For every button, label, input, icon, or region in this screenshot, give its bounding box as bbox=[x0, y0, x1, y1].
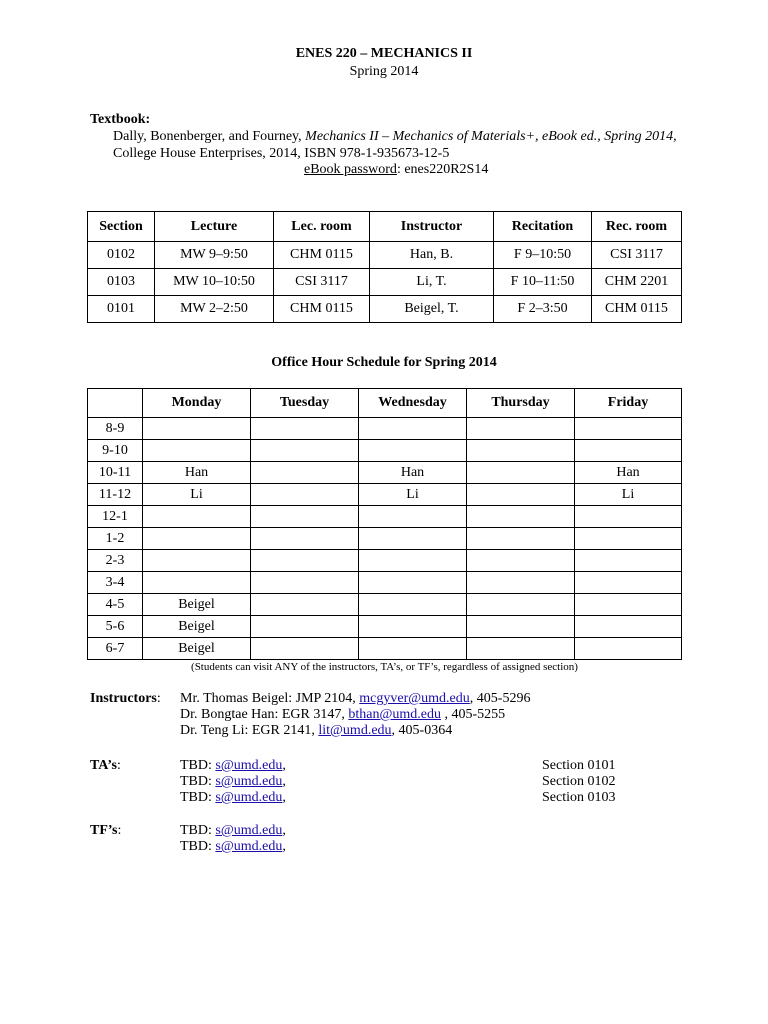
cell-wednesday bbox=[359, 506, 467, 528]
cell-monday bbox=[143, 550, 251, 572]
cell-tuesday bbox=[251, 616, 359, 638]
cell-lec-room: CHM 0115 bbox=[274, 296, 370, 323]
cell-wednesday: Li bbox=[359, 484, 467, 506]
cell-thursday bbox=[467, 550, 575, 572]
table-row bbox=[88, 550, 682, 572]
cell-lec-room: CSI 3117 bbox=[274, 269, 370, 296]
cell-section: 0102 bbox=[88, 242, 155, 269]
col-header-monday: Monday bbox=[143, 389, 251, 418]
table-row bbox=[88, 269, 682, 296]
col-header-wednesday: Wednesday bbox=[359, 389, 467, 418]
sections-table bbox=[87, 211, 682, 323]
textbook-title: Mechanics II – Mechanics of Materials+, eBook ed., Spring 2014 bbox=[305, 129, 674, 144]
instructors-list bbox=[180, 691, 530, 739]
tas-colon: : bbox=[116, 758, 121, 773]
tf-comma: , bbox=[282, 823, 286, 838]
cell-time: 11-12 bbox=[88, 484, 143, 506]
cell-wednesday bbox=[359, 638, 467, 660]
instructor-phone: , 405-0364 bbox=[391, 723, 453, 738]
cell-time: 9-10 bbox=[88, 440, 143, 462]
instructor-email-link[interactable]: bthan@umd.edu bbox=[348, 707, 441, 722]
table-row bbox=[88, 418, 682, 440]
instructors-colon: : bbox=[156, 691, 161, 706]
cell-monday bbox=[143, 506, 251, 528]
cell-friday: Han bbox=[575, 462, 682, 484]
ta-comma: , bbox=[282, 758, 286, 773]
table-row bbox=[88, 462, 682, 484]
tf-email-link[interactable]: s@umd.edu bbox=[215, 839, 283, 854]
cell-monday: Beigel bbox=[143, 594, 251, 616]
cell-monday bbox=[143, 572, 251, 594]
col-header-rec-room: Rec. room bbox=[592, 212, 682, 242]
instructor-info: Mr. Thomas Beigel: JMP 2104, bbox=[180, 691, 360, 706]
cell-rec-room: CSI 3117 bbox=[592, 242, 682, 269]
cell-wednesday bbox=[359, 418, 467, 440]
oh-header-row bbox=[88, 389, 682, 418]
table-row bbox=[88, 440, 682, 462]
course-title: ENES 220 – MECHANICS II bbox=[295, 46, 473, 61]
instructor-info: Dr. Teng Li: EGR 2141, bbox=[180, 723, 319, 738]
tf-email-link[interactable]: s@umd.edu bbox=[215, 823, 283, 838]
cell-rec-room: CHM 2201 bbox=[592, 269, 682, 296]
cell-friday: Li bbox=[575, 484, 682, 506]
cell-instructor: Beigel, T. bbox=[370, 296, 494, 323]
col-header-tuesday: Tuesday bbox=[251, 389, 359, 418]
cell-thursday bbox=[467, 528, 575, 550]
cell-time: 3-4 bbox=[88, 572, 143, 594]
tas-heading bbox=[90, 758, 121, 774]
list-item bbox=[180, 839, 286, 855]
cell-thursday bbox=[467, 418, 575, 440]
cell-time: 1-2 bbox=[88, 528, 143, 550]
office-hours-body bbox=[88, 418, 682, 660]
list-item bbox=[180, 707, 530, 723]
table-row bbox=[88, 242, 682, 269]
cell-tuesday bbox=[251, 594, 359, 616]
ta-name: TBD: bbox=[180, 790, 216, 805]
ta-name: TBD: bbox=[180, 774, 216, 789]
cell-lecture: MW 9–9:50 bbox=[155, 242, 274, 269]
list-item bbox=[180, 723, 530, 739]
cell-wednesday bbox=[359, 440, 467, 462]
cell-wednesday bbox=[359, 528, 467, 550]
cell-instructor: Li, T. bbox=[370, 269, 494, 296]
ta-section: Section 0102 bbox=[542, 774, 616, 789]
office-hours-title: Office Hour Schedule for Spring 2014 bbox=[271, 355, 497, 370]
cell-friday bbox=[575, 616, 682, 638]
cell-lecture: MW 10–10:50 bbox=[155, 269, 274, 296]
cell-wednesday bbox=[359, 572, 467, 594]
cell-tuesday bbox=[251, 484, 359, 506]
cell-wednesday: Han bbox=[359, 462, 467, 484]
table-row bbox=[88, 528, 682, 550]
cell-friday bbox=[575, 440, 682, 462]
instructor-phone: , 405-5255 bbox=[440, 707, 506, 722]
table-row bbox=[88, 616, 682, 638]
cell-thursday bbox=[467, 440, 575, 462]
ta-comma: , bbox=[282, 790, 286, 805]
cell-thursday bbox=[467, 484, 575, 506]
tf-comma: , bbox=[282, 839, 286, 854]
instructors-heading bbox=[90, 691, 161, 707]
ebook-password-value: : enes220R2S14 bbox=[396, 162, 489, 177]
col-header-instructor: Instructor bbox=[370, 212, 494, 242]
cell-thursday bbox=[467, 572, 575, 594]
cell-recitation: F 9–10:50 bbox=[494, 242, 592, 269]
cell-time: 10-11 bbox=[88, 462, 143, 484]
cell-friday bbox=[575, 528, 682, 550]
col-header-friday: Friday bbox=[575, 389, 682, 418]
instructors-label: Instructors bbox=[90, 691, 157, 706]
cell-thursday bbox=[467, 506, 575, 528]
cell-monday bbox=[143, 418, 251, 440]
ta-email-link[interactable]: s@umd.edu bbox=[215, 758, 283, 773]
list-item bbox=[180, 774, 286, 790]
col-header-time bbox=[88, 389, 143, 418]
instructor-phone: , 405-5296 bbox=[469, 691, 531, 706]
ta-sections bbox=[542, 758, 616, 806]
cell-monday: Beigel bbox=[143, 616, 251, 638]
ta-email-link[interactable]: s@umd.edu bbox=[215, 774, 283, 789]
tf-name: TBD: bbox=[180, 823, 216, 838]
instructor-info: Dr. Bongtae Han: EGR 3147, bbox=[180, 707, 349, 722]
list-item bbox=[180, 790, 286, 806]
ta-comma: , bbox=[282, 774, 286, 789]
cell-tuesday bbox=[251, 440, 359, 462]
tas-list bbox=[180, 758, 286, 806]
cell-lec-room: CHM 0115 bbox=[274, 242, 370, 269]
cell-monday bbox=[143, 440, 251, 462]
cell-tuesday bbox=[251, 418, 359, 440]
textbook-citation bbox=[113, 129, 677, 145]
cell-recitation: F 2–3:50 bbox=[494, 296, 592, 323]
table-row bbox=[88, 296, 682, 323]
tfs-label: TF’s bbox=[90, 823, 118, 838]
col-header-lecture: Lecture bbox=[155, 212, 274, 242]
textbook-title-comma: , bbox=[673, 129, 677, 144]
instructor-email-link[interactable]: lit@umd.edu bbox=[318, 723, 392, 738]
cell-thursday bbox=[467, 462, 575, 484]
tas-label: TA’s bbox=[90, 758, 117, 773]
ta-section: Section 0103 bbox=[542, 790, 616, 805]
cell-tuesday bbox=[251, 638, 359, 660]
col-header-thursday: Thursday bbox=[467, 389, 575, 418]
cell-time: 6-7 bbox=[88, 638, 143, 660]
ta-email-link[interactable]: s@umd.edu bbox=[215, 790, 283, 805]
table-row bbox=[88, 572, 682, 594]
office-hours-table bbox=[87, 388, 682, 660]
cell-lecture: MW 2–2:50 bbox=[155, 296, 274, 323]
cell-tuesday bbox=[251, 572, 359, 594]
cell-friday bbox=[575, 550, 682, 572]
table-row bbox=[88, 638, 682, 660]
table-row bbox=[88, 506, 682, 528]
cell-friday bbox=[575, 418, 682, 440]
cell-monday: Li bbox=[143, 484, 251, 506]
office-hours-note: (Students can visit ANY of the instructors, TA’s, or TF’s, regardless of assigned section) bbox=[191, 661, 578, 673]
list-item bbox=[180, 691, 530, 707]
cell-friday bbox=[575, 506, 682, 528]
cell-instructor: Han, B. bbox=[370, 242, 494, 269]
tfs-list bbox=[180, 823, 286, 855]
cell-wednesday bbox=[359, 594, 467, 616]
col-header-section: Section bbox=[88, 212, 155, 242]
ebook-password-label: eBook password bbox=[304, 162, 397, 177]
cell-thursday bbox=[467, 594, 575, 616]
col-header-recitation: Recitation bbox=[494, 212, 592, 242]
cell-friday bbox=[575, 638, 682, 660]
list-item bbox=[180, 758, 286, 774]
cell-monday: Han bbox=[143, 462, 251, 484]
tfs-colon: : bbox=[117, 823, 122, 838]
cell-friday bbox=[575, 572, 682, 594]
cell-recitation: F 10–11:50 bbox=[494, 269, 592, 296]
cell-thursday bbox=[467, 638, 575, 660]
table-row bbox=[88, 594, 682, 616]
cell-time: 5-6 bbox=[88, 616, 143, 638]
cell-thursday bbox=[467, 616, 575, 638]
cell-wednesday bbox=[359, 550, 467, 572]
cell-monday bbox=[143, 528, 251, 550]
instructor-email-link[interactable]: mcgyver@umd.edu bbox=[359, 691, 470, 706]
cell-tuesday bbox=[251, 506, 359, 528]
cell-time: 4-5 bbox=[88, 594, 143, 616]
cell-wednesday bbox=[359, 616, 467, 638]
ebook-password bbox=[304, 162, 488, 178]
cell-friday bbox=[575, 594, 682, 616]
textbook-label: Textbook: bbox=[90, 112, 151, 127]
cell-time: 12-1 bbox=[88, 506, 143, 528]
cell-tuesday bbox=[251, 528, 359, 550]
textbook-publisher: College House Enterprises, 2014, ISBN 978-1-935673-12-5 bbox=[113, 146, 450, 161]
cell-time: 2-3 bbox=[88, 550, 143, 572]
cell-monday: Beigel bbox=[143, 638, 251, 660]
list-item bbox=[180, 823, 286, 839]
cell-section: 0103 bbox=[88, 269, 155, 296]
cell-rec-room: CHM 0115 bbox=[592, 296, 682, 323]
cell-section: 0101 bbox=[88, 296, 155, 323]
cell-tuesday bbox=[251, 550, 359, 572]
table-row bbox=[88, 484, 682, 506]
cell-time: 8-9 bbox=[88, 418, 143, 440]
tf-name: TBD: bbox=[180, 839, 216, 854]
sections-header-row bbox=[88, 212, 682, 242]
course-term: Spring 2014 bbox=[349, 64, 419, 79]
textbook-authors: Dally, Bonenberger, and Fourney, bbox=[113, 129, 306, 144]
cell-tuesday bbox=[251, 462, 359, 484]
ta-section: Section 0101 bbox=[542, 758, 616, 773]
ta-name: TBD: bbox=[180, 758, 216, 773]
col-header-lec-room: Lec. room bbox=[274, 212, 370, 242]
tfs-heading bbox=[90, 823, 121, 839]
